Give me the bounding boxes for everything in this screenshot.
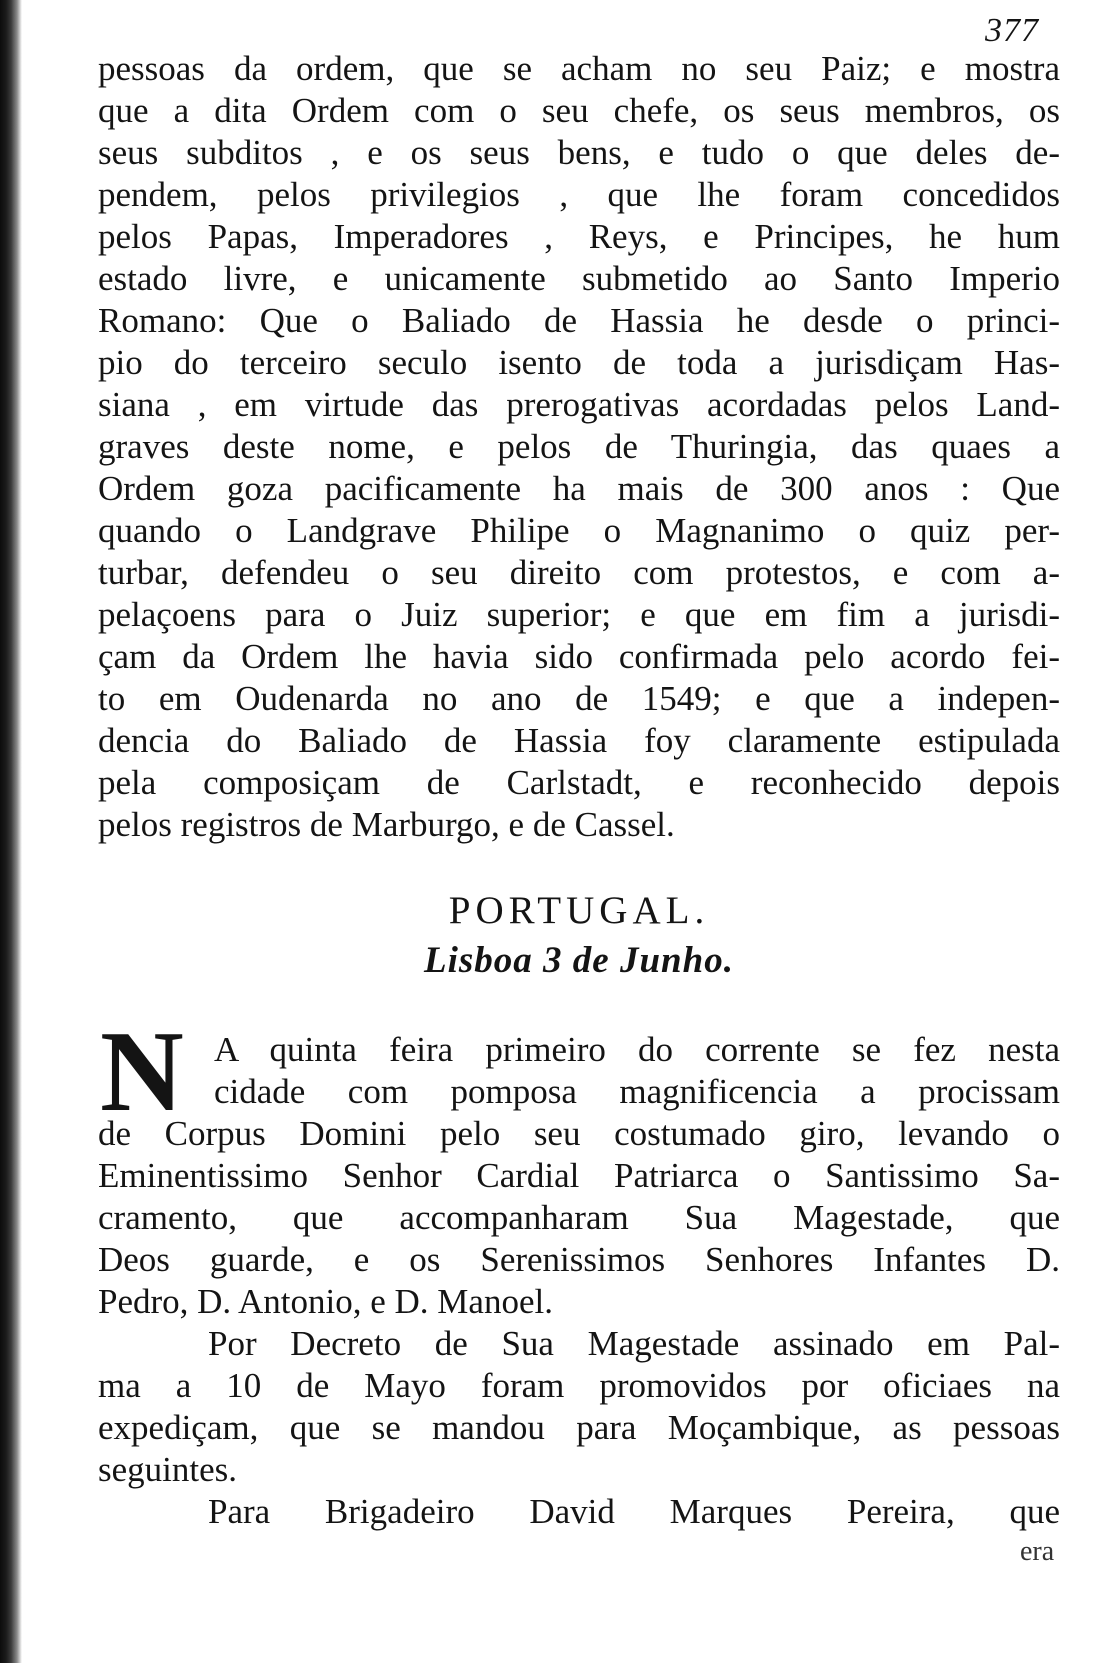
text-line: Eminentissimo Senhor Cardial Patriarca o Santissimo Sa-: [98, 1156, 1060, 1195]
section-dateline: Lisboa 3 de Junho.: [424, 940, 734, 981]
text-line: Por Decreto de Sua Magestade assinado em Pal-: [208, 1324, 1060, 1363]
text-line: seguintes.: [98, 1450, 238, 1489]
text-line: cidade com pomposa magnificencia a procissam: [214, 1072, 1060, 1111]
text-line: cramento, que accompanharam Sua Magestade, que: [98, 1198, 1060, 1237]
page-binding-edge: [0, 0, 22, 1663]
paragraph-procession-lead: [214, 1029, 1060, 1113]
text-line: Para Brigadeiro David Marques Pereira, que: [208, 1492, 1060, 1531]
text-line: Ordem goza pacificamente ha mais de 300 anos : Que: [98, 469, 1060, 508]
text-line: expediçam, que se mandou para Moçambique, as pessoas: [98, 1408, 1060, 1447]
text-line: Pedro, D. Antonio, e D. Manoel.: [98, 1282, 553, 1321]
section-place-heading: PORTUGAL.: [448, 889, 710, 932]
catchword: era: [1020, 1536, 1055, 1567]
text-line: quando o Landgrave Philipe o Magnanimo o quiz per-: [98, 511, 1060, 550]
text-line: Deos guarde, e os Serenissimos Senhores Infantes D.: [98, 1240, 1060, 1279]
text-line: graves deste nome, e pelos de Thuringia, das quaes a: [98, 427, 1060, 466]
text-line: pelaçoens para o Juiz superior; e que em fim a jurisdi-: [98, 595, 1060, 634]
text-line: pendem, pelos privilegios , que lhe foram concedidos: [98, 175, 1060, 214]
paragraph-procession: [98, 1113, 1060, 1533]
text-line: pio do terceiro seculo isento de toda a jurisdiçam Has-: [98, 343, 1060, 382]
text-line: estado livre, e unicamente submetido ao Santo Imperio: [98, 259, 1060, 298]
text-line: pelos Papas, Imperadores , Reys, e Principes, he hum: [98, 217, 1060, 256]
text-line: pelos registros de Marburgo, e de Cassel.: [98, 805, 675, 844]
paragraph-hassia: [98, 48, 1060, 846]
page-number: 377: [985, 12, 1039, 49]
text-line: çam da Ordem lhe havia sido confirmada pelo acordo fei-: [98, 637, 1060, 676]
text-line: seus subditos , e os seus bens, e tudo o que deles de-: [98, 133, 1060, 172]
text-line: dencia do Baliado de Hassia foy claramente estipulada: [98, 721, 1060, 760]
text-line: Romano: Que o Baliado de Hassia he desde o princi-: [98, 301, 1060, 340]
drop-cap-letter: N: [100, 1008, 184, 1136]
text-line: siana , em virtude das prerogativas acordadas pelos Land-: [98, 385, 1060, 424]
text-line: to em Oudenarda no ano de 1549; e que a indepen-: [98, 679, 1060, 718]
text-line: de Corpus Domini pelo seu costumado giro, levando o: [98, 1114, 1060, 1153]
text-line: A quinta feira primeiro do corrente se fez nesta: [214, 1030, 1060, 1069]
text-line: ma a 10 de Mayo foram promovidos por oficiaes na: [98, 1366, 1060, 1405]
text-line: pela composiçam de Carlstadt, e reconhecido depois: [98, 763, 1060, 802]
text-line: pessoas da ordem, que se acham no seu Paiz; e mostra: [98, 49, 1060, 88]
text-line: turbar, defendeu o seu direito com protestos, e com a-: [98, 553, 1060, 592]
text-line: que a dita Ordem com o seu chefe, os seus membros, os: [98, 91, 1060, 130]
